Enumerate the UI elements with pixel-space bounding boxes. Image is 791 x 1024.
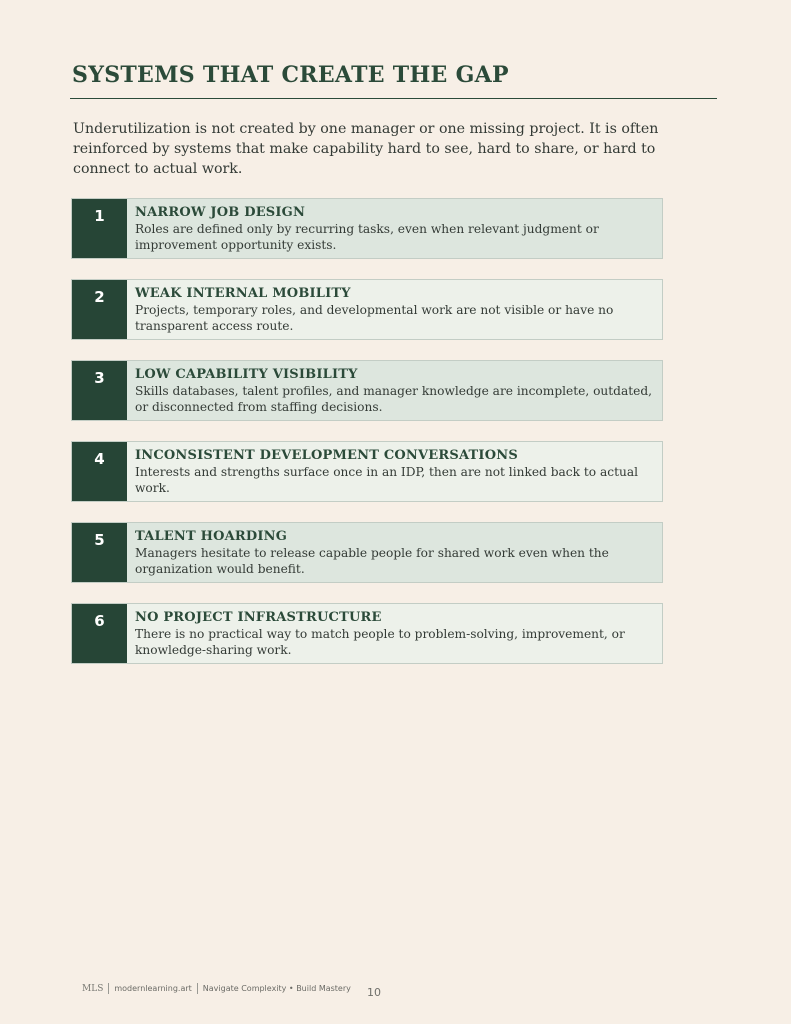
item-description: Skills databases, talent profiles, and manager knowledge are incomplete, outdated, or disconnected from staffing decisions. [135, 384, 653, 414]
footer-site: modernlearning.art [114, 984, 192, 993]
footer-tagline: Navigate Complexity • Build Mastery [202, 984, 351, 993]
list-item [71, 441, 663, 502]
item-description: Interests and strengths surface once in an IDP, then are not linked back to actual work. [135, 465, 638, 495]
list-item [71, 522, 663, 583]
intro-paragraph: Underutilization is not created by one manager or one missing project. It is often reinforced by systems that make capability hard to see, hard to share, or hard to connect to actual work. [73, 121, 659, 177]
list-item [71, 603, 663, 664]
item-number: 1 [72, 199, 127, 258]
item-number: 6 [72, 604, 127, 663]
item-number: 5 [72, 523, 127, 582]
item-heading: NARROW JOB DESIGN [135, 205, 306, 220]
item-description: Projects, temporary roles, and developmental work are not visible or have no transparent access route. [135, 303, 614, 333]
item-number: 3 [72, 361, 127, 420]
item-heading: WEAK INTERNAL MOBILITY [135, 286, 351, 301]
item-description: There is no practical way to match people to problem-solving, improvement, or knowledge-sharing work. [135, 627, 625, 657]
footer-divider [108, 983, 109, 994]
systems-list [71, 198, 663, 684]
list-item [71, 360, 663, 421]
page-title: SYSTEMS THAT CREATE THE GAP [72, 62, 509, 88]
item-number: 4 [72, 442, 127, 501]
footer [82, 983, 351, 994]
list-item [71, 279, 663, 340]
list-item [71, 198, 663, 259]
item-heading: INCONSISTENT DEVELOPMENT CONVERSATIONS [135, 448, 518, 463]
page-number: 10 [367, 986, 381, 999]
title-divider [70, 98, 717, 99]
item-description: Managers hesitate to release capable people for shared work even when the organization would benefit. [135, 546, 609, 576]
item-heading: LOW CAPABILITY VISIBILITY [135, 367, 358, 382]
footer-divider [197, 983, 198, 994]
item-heading: NO PROJECT INFRASTRUCTURE [135, 610, 382, 625]
item-number: 2 [72, 280, 127, 339]
item-description: Roles are defined only by recurring tasks, even when relevant judgment or improvement opportunity exists. [135, 222, 599, 252]
brand-logo: MLS [82, 983, 104, 994]
item-heading: TALENT HOARDING [135, 529, 288, 544]
